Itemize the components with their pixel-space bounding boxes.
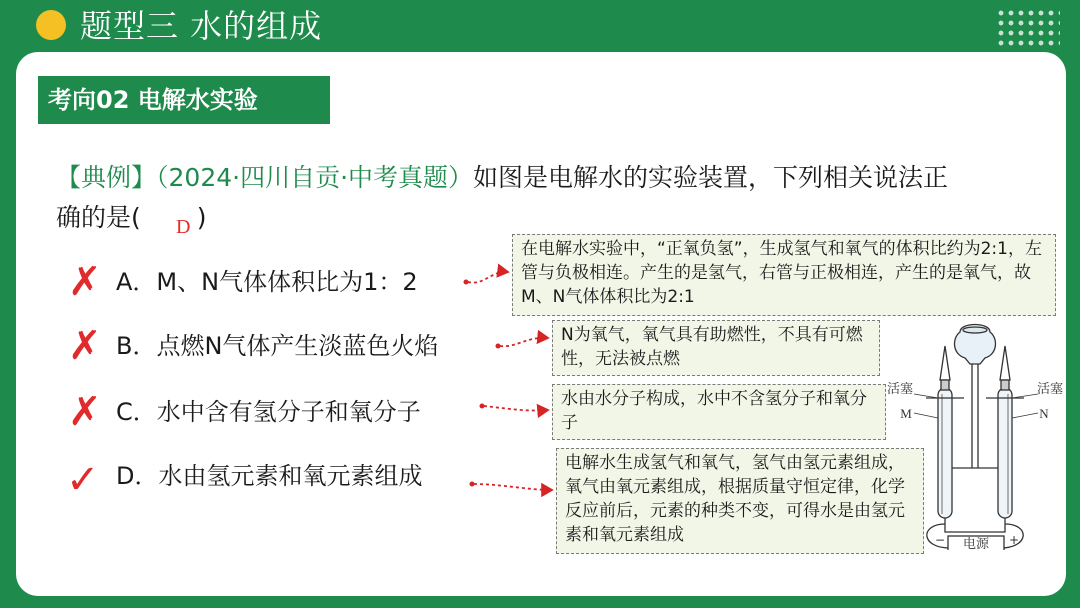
right-valve-label: 活塞 (1036, 381, 1064, 396)
question-source: （2024·四川自贡·中考真题） (156, 163, 474, 192)
note-option-b: N为氧气，氧气具有助燃性，不具有可燃性，无法被点燃 (552, 320, 880, 376)
wrong-mark-icon: ✗ (68, 259, 102, 305)
page-title: 题型三 水的组成 (80, 7, 323, 45)
power-source-label: 电源 (962, 536, 990, 550)
option-c: C．水中含有氢分子和氧分子 (116, 398, 421, 426)
check-mark-icon: ✓ (66, 457, 100, 503)
note-option-a: 在电解水实验中，“正氧负氢”，生成氢气和氧气的体积比约为2:1，左管与负极相连。产生的是氢气，右管与正极相连，产生的是氧气，故M、N气体体积比为2:1 (512, 234, 1056, 316)
stem-line-2: 确的是( (56, 203, 141, 232)
note-option-c: 水由水分子构成，水中不含氢分子和氧分子 (552, 384, 886, 440)
tube-m-label: M (900, 406, 912, 421)
negative-terminal: − (934, 533, 946, 547)
topic-label: 考向02 电解水实验 (48, 86, 258, 114)
stem-line-1: 如图是电解水的实验装置，下列相关说法正 (473, 163, 949, 192)
tube-n-label: N (1039, 406, 1049, 421)
note-option-d: 电解水生成氢气和氧气，氢气由氢元素组成，氧气由氧元素组成，根据质量守恒定律，化学反应前后，元素的种类不变，可得水是由氢元素和氧元素组成 (556, 448, 924, 554)
left-valve-label: 活塞 (886, 381, 914, 396)
electrolysis-apparatus-diagram (880, 318, 1070, 550)
wrong-mark-icon: ✗ (68, 389, 102, 435)
stem-close: ) (196, 203, 207, 232)
wrong-mark-icon: ✗ (68, 323, 102, 369)
positive-terminal: + (1008, 533, 1020, 547)
option-b: B．点燃N气体产生淡蓝色火焰 (116, 332, 439, 360)
option-a: A．M、N气体体积比为1：2 (116, 268, 418, 296)
example-label: 【典例】 (56, 163, 157, 192)
option-d: D．水由氢元素和氧元素组成 (116, 462, 423, 490)
answer-value: D (176, 216, 191, 238)
